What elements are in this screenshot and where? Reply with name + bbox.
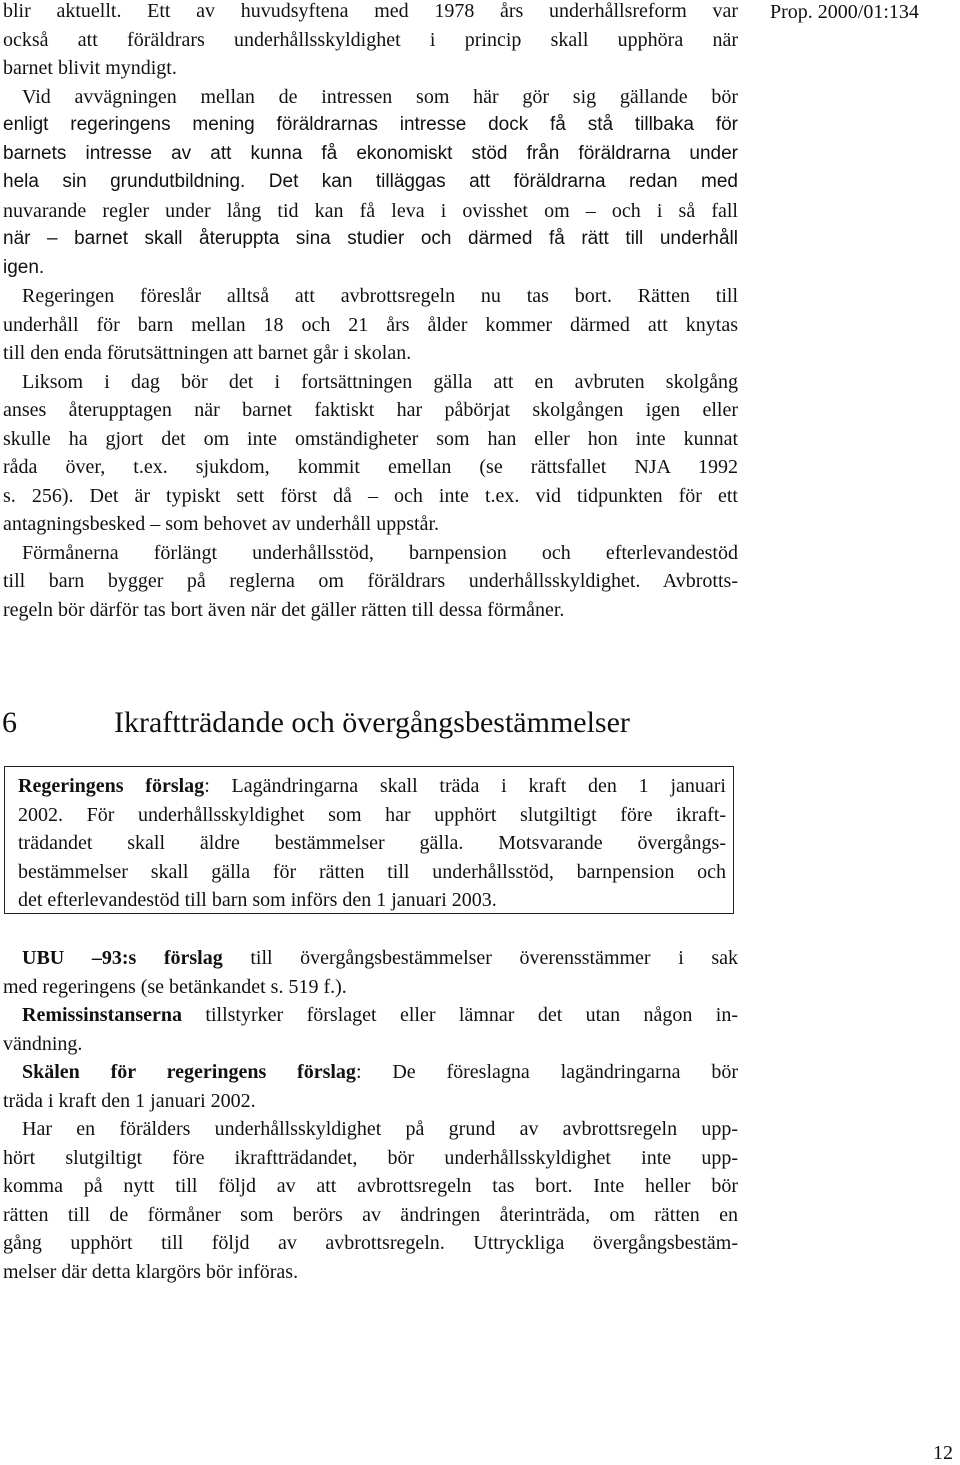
- text-line: melser där detta klargörs bör införas.: [3, 1260, 299, 1283]
- section-heading: [2, 703, 630, 743]
- text-line: blir aktuellt. Ett av huvudsyftena med 1978 års underhållsreform var: [3, 0, 738, 22]
- prop-reference: Prop. 2000/01:134: [770, 1, 919, 23]
- text-line: barnets intresse av att kunna få ekonomiskt stöd från föräldrarna under: [3, 142, 738, 164]
- text-line: 2002. För underhållsskyldighet som har upphört slutgiltigt före ikraft-: [18, 803, 726, 826]
- remiss-line-rest: tillstyrker förslaget eller lämnar det utan någon in-: [182, 1004, 738, 1026]
- text-line: det efterlevandestöd till barn som införs den 1 januari 2003.: [18, 889, 497, 911]
- ubu-line-rest: till övergångsbestämmelser överensstämmer i sak: [222, 947, 738, 969]
- text-line: s. 256). Det är typiskt sett först då – och inte t.ex. vid tidpunkten för ett: [3, 484, 738, 507]
- text-line: [3, 1058, 738, 1087]
- text-line: Har en förälders underhållsskyldighet på grund av avbrottsregeln upp-: [22, 1118, 738, 1140]
- text-line: antagningsbesked – som behovet av underhåll uppstår.: [3, 513, 440, 535]
- text-line: [3, 944, 738, 973]
- text-line: hört slutgiltigt före ikraftträdandet, bör underhållsskyldighet inte upp-: [3, 1146, 738, 1169]
- text-line: rätten till de förmåner som berörs av ändringen återinträda, om rätten en: [3, 1203, 738, 1226]
- text-line: [18, 772, 726, 801]
- proposal-label: Regeringens förslag: [18, 775, 205, 797]
- skalen-line-rest: : De föreslagna lagändringarna bör: [355, 1061, 738, 1083]
- top-section: [3, 0, 738, 624]
- text-line: Liksom i dag bör det i fortsättningen gälla att en avbruten skolgång: [22, 370, 738, 393]
- text-line: regeln bör därför tas bort även när det gäller rätten till dessa förmåner.: [3, 598, 565, 621]
- text-line: träda i kraft den 1 januari 2002.: [3, 1089, 256, 1112]
- text-line: till den enda förutsättningen att barnet går i skolan.: [3, 342, 412, 364]
- text-line: när – barnet skall återuppta sina studier och därmed få rätt till underhåll: [3, 228, 738, 249]
- text-line: vändning.: [3, 1032, 83, 1055]
- section-title: Ikraftträdande och övergångsbestämmelser: [114, 706, 630, 739]
- text-line: skulle ha gjort det om inte omständigheter som han eller hon inte kunnat: [3, 427, 738, 450]
- text-line: barnet blivit myndigt.: [3, 57, 177, 79]
- text-line: trädandet skall äldre bestämmelser gälla. Motsvarande övergångs-: [18, 832, 726, 854]
- text-line: anses återupptagen när barnet faktiskt har påbörjat skolgången igen eller: [3, 399, 738, 421]
- text-line: igen.: [3, 256, 45, 278]
- text-line: till barn bygger på reglerna om föräldrars underhållsskyldighet. Avbrotts-: [3, 570, 738, 592]
- text-line: Förmånerna förlängt underhållsstöd, barnpension och efterlevandestöd: [22, 541, 738, 564]
- text-line: underhåll för barn mellan 18 och 21 års ålder kommer därmed att knytas: [3, 313, 738, 336]
- section-number: 6: [2, 706, 17, 739]
- text-line: bestämmelser skall gälla för rätten till underhållsstöd, barnpension och: [18, 860, 726, 883]
- proposal-box: [4, 766, 734, 914]
- bottom-section: [3, 944, 738, 1286]
- text-line: gång upphört till följd av avbrottsregeln. Uttryckliga övergångsbestäm-: [3, 1232, 738, 1254]
- text-line: komma på nytt till följd av att avbrottsregeln tas bort. Inte heller bör: [3, 1175, 738, 1197]
- text-line: också att föräldrars underhållsskyldighet i princip skall upphöra när: [3, 28, 738, 51]
- page-number: 12: [933, 1442, 953, 1464]
- text-line: råda över, t.ex. sjukdom, kommit emellan (se rättsfallet NJA 1992: [3, 456, 738, 478]
- text-line: [3, 1001, 738, 1030]
- remiss-label: Remissinstanserna: [22, 1004, 183, 1026]
- text-line: Vid avvägningen mellan de intressen som här gör sig gällande bör: [22, 85, 738, 108]
- skalen-label: Skälen för regeringens förslag: [22, 1061, 356, 1083]
- ubu-label: UBU –93:s förslag: [22, 947, 223, 969]
- proposal-line-rest: : Lagändringarna skall träda i kraft den 1 januari: [204, 775, 726, 797]
- text-line: hela sin grundutbildning. Det kan tilläggas att föräldrarna redan med: [3, 171, 738, 192]
- proposal-text: [18, 772, 726, 915]
- text-line: enligt regeringens mening föräldrarnas intresse dock få stå tillbaka för: [3, 114, 738, 135]
- text-line: med regeringens (se betänkandet s. 519 f.).: [3, 975, 347, 998]
- text-line: Regeringen föreslår alltså att avbrottsregeln nu tas bort. Rätten till: [22, 285, 738, 307]
- text-line: nuvarande regler under lång tid kan få leva i ovisshet om – och i så fall: [3, 199, 738, 222]
